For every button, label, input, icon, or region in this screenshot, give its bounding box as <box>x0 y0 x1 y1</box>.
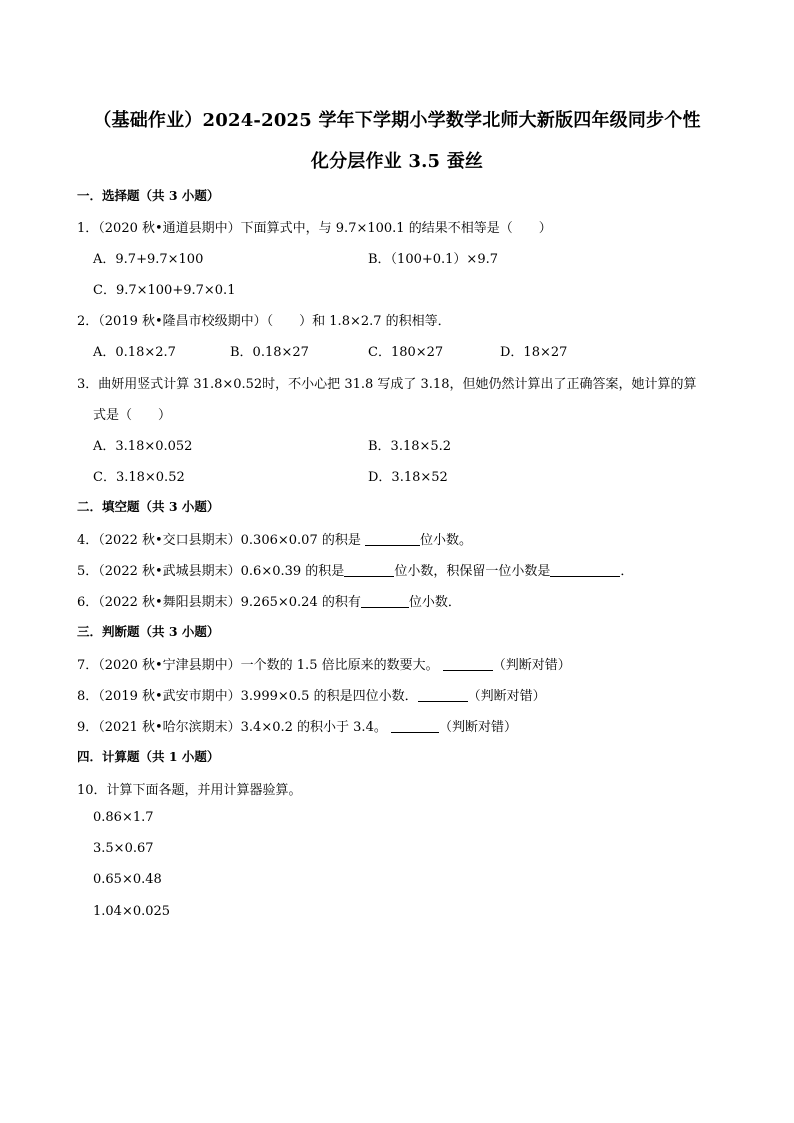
answer-blank[interactable] <box>391 718 439 733</box>
question-4-text: 4．（2022 秋•交口县期末）0.306×0.07 的积是 <box>77 533 365 548</box>
question-1-option-b: B．（100+0.1）×9.7 <box>368 252 499 267</box>
calc-item: 0.86×1.7 <box>93 810 154 825</box>
question-5-middle: 位小数，积保留一位小数是 <box>394 564 551 579</box>
question-2-option-b: B．0.18×27 <box>230 345 309 360</box>
question-3-stem-line-2: 式是（ ） <box>93 408 172 423</box>
question-3-option-d: D．3.18×52 <box>368 470 448 485</box>
answer-blank[interactable] <box>418 687 468 702</box>
answer-blank[interactable] <box>443 656 493 671</box>
question-3-stem-line-1: 3．曲妍用竖式计算 31.8×0.52时，不小心把 31.8 写成了 3.18，但她仍然计算出了正确答案，她计算的算 <box>77 377 697 392</box>
question-7-text: 7．（2020 秋•宁津县期中）一个数的 1.5 倍比原来的数要大。 <box>77 658 443 673</box>
question-6-text: 6．（2022 秋•舞阳县期末）9.265×0.24 的积有 <box>77 595 361 610</box>
question-5-text: 5．（2022 秋•武城县期末）0.6×0.39 的积是 <box>77 564 345 579</box>
question-7-suffix: （判断对错） <box>492 658 571 673</box>
question-8-suffix: （判断对错） <box>467 689 546 704</box>
question-7 <box>77 654 571 673</box>
question-2-option-d: D．18×27 <box>500 345 568 360</box>
section-heading-fill-in: 二．填空题（共 3 小题） <box>77 499 220 514</box>
question-9-text: 9．（2021 秋•哈尔滨期末）3.4×0.2 的积小于 3.4。 <box>77 720 391 735</box>
question-8-text: 8．（2019 秋•武安市期中）3.999×0.5 的积是四位小数． <box>77 689 418 704</box>
question-5-suffix: ． <box>620 564 634 579</box>
question-5 <box>77 560 633 579</box>
question-1-option-a: A．9.7+9.7×100 <box>93 252 204 267</box>
question-3-option-b: B．3.18×5.2 <box>368 439 452 454</box>
question-3-option-c: C．3.18×0.52 <box>93 470 185 485</box>
document-title-line-1: （基础作业）2024-2025 学年下学期小学数学北师大新版四年级同步个性 <box>93 110 701 131</box>
section-heading-true-false: 三．判断题（共 3 小题） <box>77 624 220 639</box>
question-9 <box>77 716 517 735</box>
answer-blank[interactable] <box>365 531 420 546</box>
question-4 <box>77 529 472 548</box>
answer-blank[interactable] <box>550 562 620 577</box>
question-2-option-c: C．180×27 <box>368 345 444 360</box>
document-title-line-2: 化分层作业 3.5 蚕丝 <box>310 151 484 172</box>
question-8 <box>77 685 546 704</box>
question-1-option-c: C．9.7×100+9.7×0.1 <box>93 283 236 298</box>
section-heading-calculation: 四．计算题（共 1 小题） <box>77 749 220 764</box>
question-1-stem: 1．（2020 秋•通道县期中）下面算式中，与 9.7×100.1 的结果不相等是（ ） <box>77 221 552 236</box>
question-10-stem: 10．计算下面各题，并用计算器验算。 <box>77 783 302 798</box>
answer-blank[interactable] <box>344 562 394 577</box>
calc-item: 0.65×0.48 <box>93 872 162 887</box>
question-6-suffix: 位小数． <box>408 595 461 610</box>
answer-blank[interactable] <box>361 593 409 608</box>
question-4-suffix: 位小数。 <box>419 533 472 548</box>
section-heading-choice: 一．选择题（共 3 小题） <box>77 188 220 203</box>
calc-item: 3.5×0.67 <box>93 841 154 856</box>
calc-item: 1.04×0.025 <box>93 904 171 919</box>
question-3-option-a: A．3.18×0.052 <box>93 439 193 454</box>
question-6 <box>77 591 461 610</box>
question-2-stem: 2．（2019 秋•隆昌市校级期中）（ ）和 1.8×2.7 的积相等． <box>77 314 451 329</box>
question-2-option-a: A．0.18×2.7 <box>93 345 176 360</box>
question-9-suffix: （判断对错） <box>438 720 517 735</box>
